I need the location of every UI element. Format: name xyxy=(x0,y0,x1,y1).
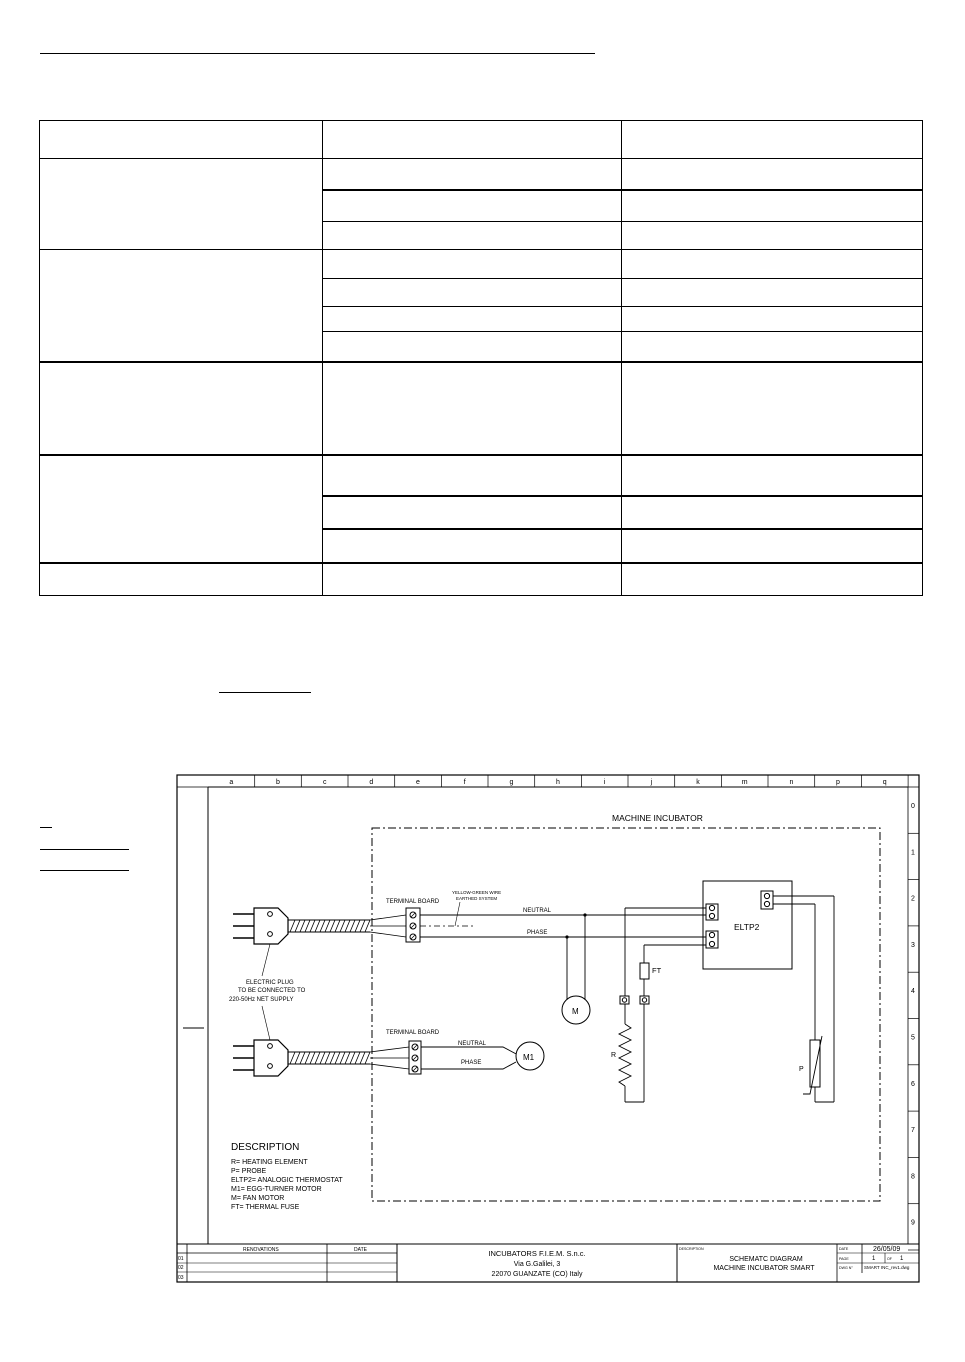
machine-enclosure xyxy=(372,828,880,1201)
yellow-green-label: YELLOW-GREEN WIRE xyxy=(452,890,502,895)
description-item: P= PROBE xyxy=(231,1168,267,1175)
company-address: Via G.Galilei, 3 xyxy=(513,1261,561,1268)
plug-label-1: ELECTRIC PLUG xyxy=(246,980,294,986)
cable-hatch xyxy=(355,1052,360,1064)
cable-hatch xyxy=(330,1052,335,1064)
neutral-label-1: NEUTRAL xyxy=(523,908,552,914)
description-title: DESCRIPTION xyxy=(231,1142,300,1153)
cable-hatch xyxy=(300,920,305,932)
column-label: d xyxy=(369,779,374,786)
cable-hatch xyxy=(350,1052,355,1064)
cable-hatch xyxy=(365,1052,370,1064)
probe-symbol xyxy=(810,1040,820,1087)
date-header: DATE xyxy=(354,1247,367,1253)
electric-plug-2 xyxy=(233,1040,288,1076)
cable-hatch xyxy=(305,920,310,932)
column-label: m xyxy=(741,779,748,786)
row-label: 9 xyxy=(911,1219,915,1227)
description-item: M= FAN MOTOR xyxy=(231,1195,285,1202)
cable-hatch xyxy=(290,920,295,932)
heating-element-symbol xyxy=(619,1024,631,1086)
fuse-label: FT xyxy=(652,966,662,975)
cable-hatch xyxy=(295,1052,300,1064)
terminal-board-1-label: TERMINAL BOARD xyxy=(386,899,440,905)
cable-hatch xyxy=(355,920,360,932)
row-label: 3 xyxy=(911,941,915,949)
row-label: 2 xyxy=(911,895,915,903)
cable-hatch xyxy=(365,920,370,932)
row-label: 5 xyxy=(911,1034,915,1042)
terminal-board-1 xyxy=(406,908,420,942)
cable-hatch xyxy=(315,1052,320,1064)
dwg-label: DWG N° xyxy=(839,1266,853,1270)
earthed-label: EARTHED SYSTEM xyxy=(456,896,498,901)
fan-motor-label: M xyxy=(572,1007,579,1016)
renovations-header: RENOVATIONS xyxy=(243,1247,279,1253)
cable-hatch xyxy=(305,1052,310,1064)
power-cable-2 xyxy=(288,1047,409,1069)
drawing-title-2: MACHINE INCUBATOR SMART xyxy=(713,1265,815,1272)
cable-hatch xyxy=(315,920,320,932)
date-value: 26/05/09 xyxy=(873,1246,901,1253)
of-label: OF xyxy=(887,1257,892,1261)
column-label: h xyxy=(556,779,560,786)
terminal-board-2-label: TERMINAL BOARD xyxy=(386,1030,440,1036)
column-grid xyxy=(229,775,908,787)
resistor-label: R xyxy=(611,1052,617,1059)
description-item: R= HEATING ELEMENT xyxy=(231,1159,308,1166)
plug-label-2: TO BE CONNECTED TO xyxy=(238,988,306,994)
cable-hatch xyxy=(320,920,325,932)
thermostat-label: ELTP2 xyxy=(734,922,760,932)
description-header: DESCRIPTION xyxy=(679,1247,704,1251)
column-label: p xyxy=(836,779,840,786)
neutral-label-2: NEUTRAL xyxy=(458,1041,487,1047)
drawing-title-1: SCHEMATC DIAGRAM xyxy=(729,1256,803,1263)
cable-hatch xyxy=(325,1052,330,1064)
company-city: 22070 GUANZATE (CO) Italy xyxy=(491,1271,583,1278)
egg-motor-label: M1 xyxy=(523,1053,535,1062)
thermostat-terminals xyxy=(706,891,773,948)
cable-hatch xyxy=(335,1052,340,1064)
rev-number: 03 xyxy=(178,1275,184,1281)
thermal-fuse-symbol xyxy=(640,963,649,979)
page-value: 1 xyxy=(872,1256,876,1262)
row-label: 0 xyxy=(911,803,915,810)
column-label: q xyxy=(882,779,887,786)
description-item: M1= EGG-TURNER MOTOR xyxy=(231,1186,322,1193)
column-label: g xyxy=(509,779,514,786)
of-value: 1 xyxy=(900,1256,904,1262)
cable-hatch xyxy=(345,1052,350,1064)
cable-hatch xyxy=(330,920,335,932)
machine-label: MACHINE INCUBATOR xyxy=(612,813,703,823)
date-label: DATE xyxy=(839,1247,849,1251)
column-label: c xyxy=(322,779,327,786)
cable-hatch xyxy=(320,1052,325,1064)
row-label: 4 xyxy=(911,988,915,996)
column-label: n xyxy=(789,779,794,786)
cable-hatch xyxy=(310,1052,315,1064)
plug-label-3: 220-50Hz NET SUPPLY xyxy=(229,997,294,1003)
cable-hatch xyxy=(340,920,345,932)
cable-hatch xyxy=(360,920,365,932)
column-label: k xyxy=(696,779,700,786)
electric-plug-1 xyxy=(233,908,288,944)
column-label: e xyxy=(416,779,420,786)
description-item: ELTP2= ANALOGIC THERMOSTAT xyxy=(231,1177,343,1184)
cable-hatch xyxy=(310,920,315,932)
column-label: a xyxy=(229,779,234,786)
description-item: FT= THERMAL FUSE xyxy=(231,1204,300,1211)
company-name: INCUBATORS F.I.E.M. S.n.c. xyxy=(488,1249,586,1258)
cable-hatch xyxy=(360,1052,365,1064)
probe-label: P xyxy=(799,1066,804,1073)
phase-label-2: PHASE xyxy=(461,1060,482,1066)
phase-label-1: PHASE xyxy=(527,930,548,936)
column-label: f xyxy=(463,779,466,786)
row-grid xyxy=(908,803,919,1250)
cable-hatch xyxy=(340,1052,345,1064)
power-cable-1 xyxy=(288,915,406,937)
row-label: 8 xyxy=(911,1173,915,1181)
terminal-board-2 xyxy=(409,1041,421,1074)
row-label: 7 xyxy=(911,1127,915,1135)
column-label: i xyxy=(603,779,606,786)
cable-hatch xyxy=(290,1052,295,1064)
column-label: b xyxy=(276,779,280,786)
cable-hatch xyxy=(300,1052,305,1064)
cable-hatch xyxy=(350,920,355,932)
rev-number: 02 xyxy=(178,1265,184,1271)
page-label: PAGE xyxy=(839,1257,849,1261)
cable-hatch xyxy=(345,920,350,932)
cable-hatch xyxy=(335,920,340,932)
row-label: 1 xyxy=(911,849,915,857)
cable-hatch xyxy=(325,920,330,932)
column-label: j xyxy=(650,779,653,786)
rev-number: 01 xyxy=(178,1256,184,1262)
cable-hatch xyxy=(295,920,300,932)
row-label: 6 xyxy=(911,1080,915,1088)
dwg-value: SMART INC_rev1.dwg xyxy=(864,1265,910,1270)
